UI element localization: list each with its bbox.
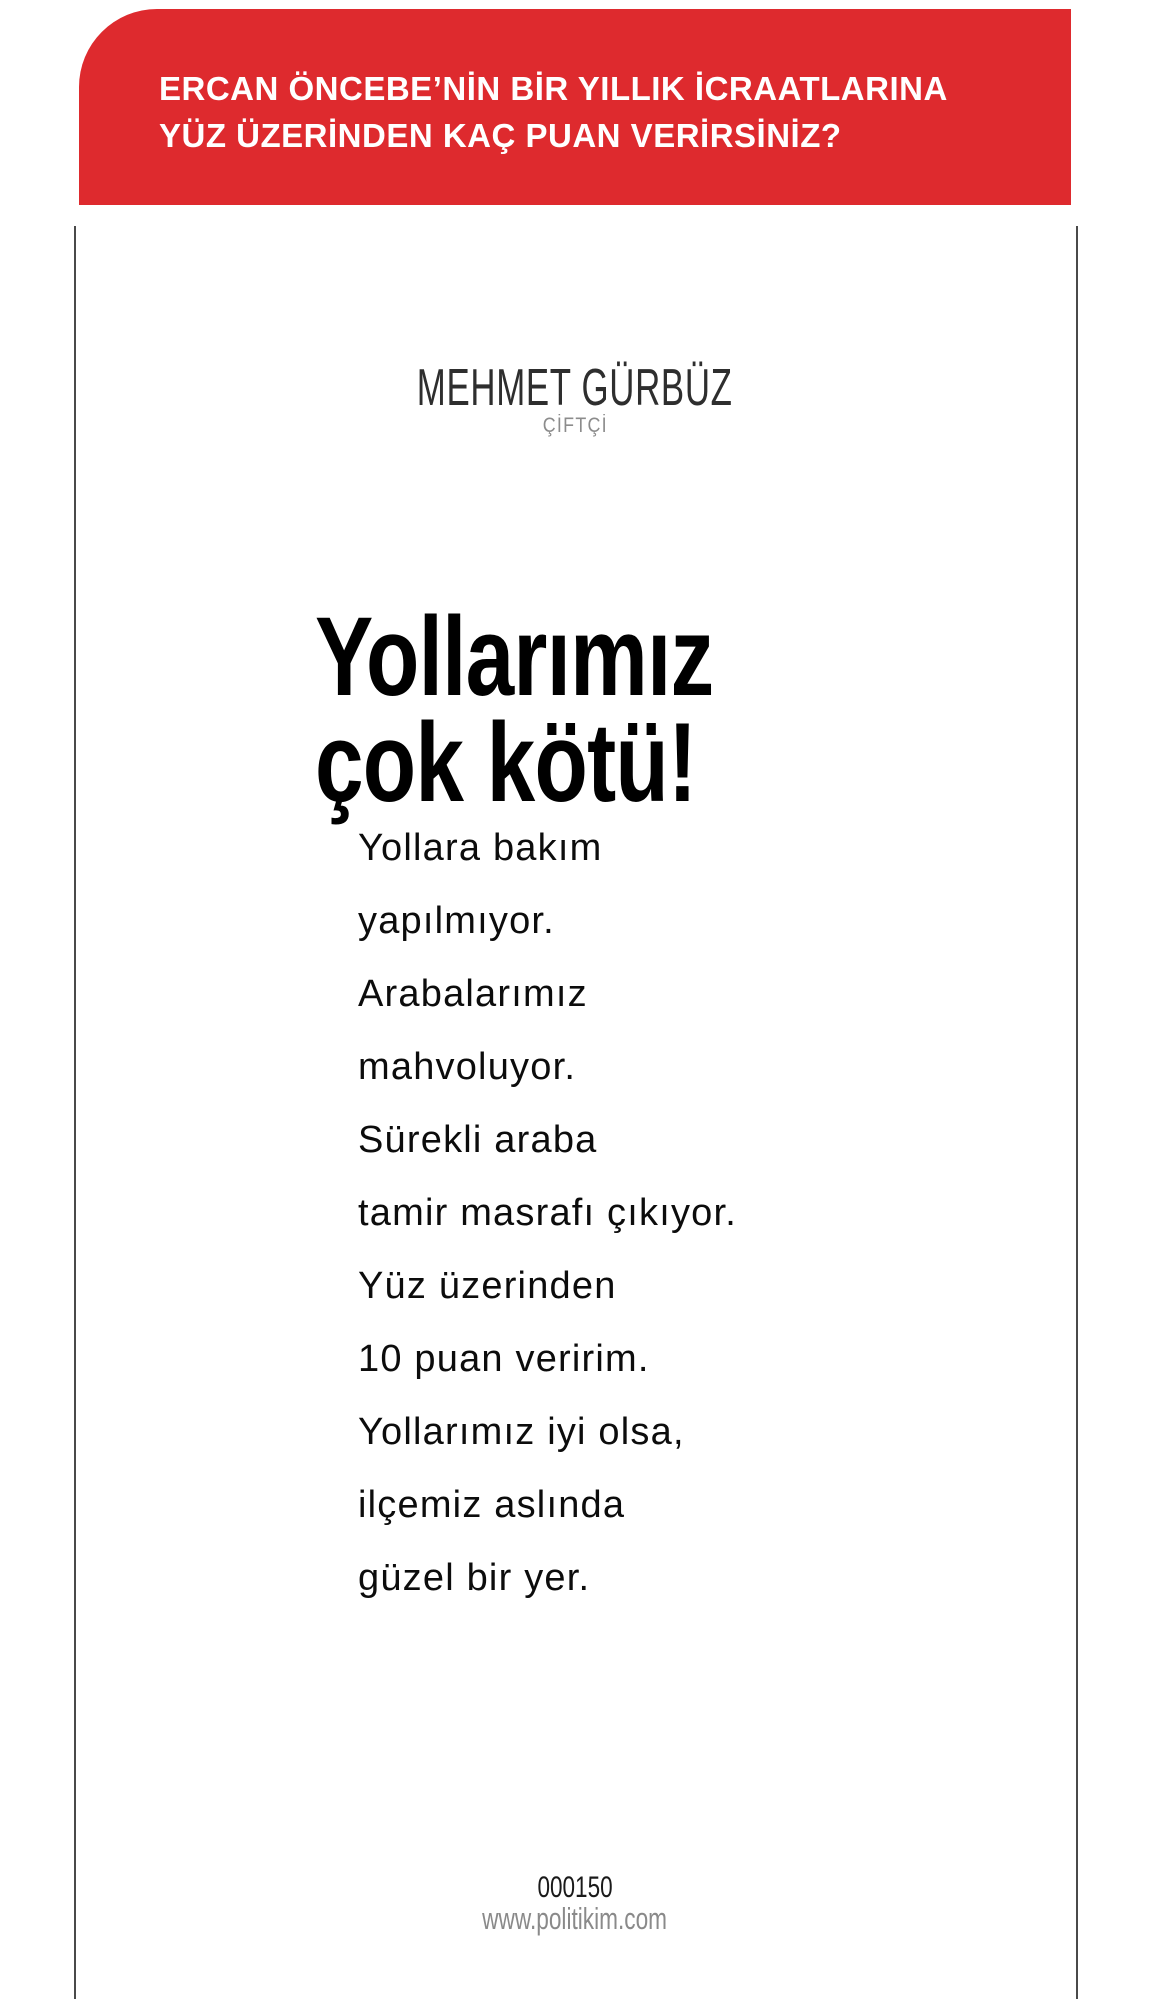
quote-body-line: Sürekli araba (358, 1119, 598, 1161)
quote-body-line: tamir masrafı çıkıyor. (358, 1192, 738, 1234)
person-title-text: ÇİFTÇİ (542, 414, 608, 437)
quote-headline-line2: çok kötü! (315, 700, 697, 825)
quote-body-line: Yüz üzerinden (358, 1265, 617, 1307)
person-name-text: MEHMET GÜRBÜZ (417, 359, 733, 417)
quote-body-line: Yollarımız iyi olsa, (358, 1411, 685, 1453)
quote-body-line: yapılmıyor. (358, 900, 555, 942)
quote-body-line: mahvoluyor. (358, 1046, 577, 1088)
person-title (0, 414, 1150, 438)
banner-question-line1: ERCAN ÖNCEBE’NİN BİR YILLIK İCRAATLARINA (159, 70, 948, 107)
left-frame-line (74, 226, 76, 1999)
person-name (0, 358, 1150, 418)
quote-body-line: güzel bir yer. (358, 1557, 591, 1599)
header-banner (79, 9, 1071, 205)
quote-headline-line1: Yollarımız (315, 594, 714, 719)
footer-serial-number (0, 1871, 1150, 1905)
quote-body-line: 10 puan veririm. (358, 1338, 650, 1380)
footer-serial-number-text: 000150 (537, 1871, 613, 1904)
quote-body-line: Yollara bakım (358, 827, 603, 869)
quote-body-line: ilçemiz aslında (358, 1484, 626, 1526)
quote-body-line: Arabalarımız (358, 973, 588, 1015)
right-frame-line (1076, 226, 1078, 1999)
banner-question (159, 65, 948, 159)
footer-website (0, 1901, 1150, 1937)
quote-headline (315, 594, 714, 825)
footer-website-text: www.politikim.com (482, 1901, 668, 1936)
banner-question-line2: YÜZ ÜZERİNDEN KAÇ PUAN VERİRSİNİZ? (159, 117, 842, 154)
quote-body (358, 812, 737, 1615)
